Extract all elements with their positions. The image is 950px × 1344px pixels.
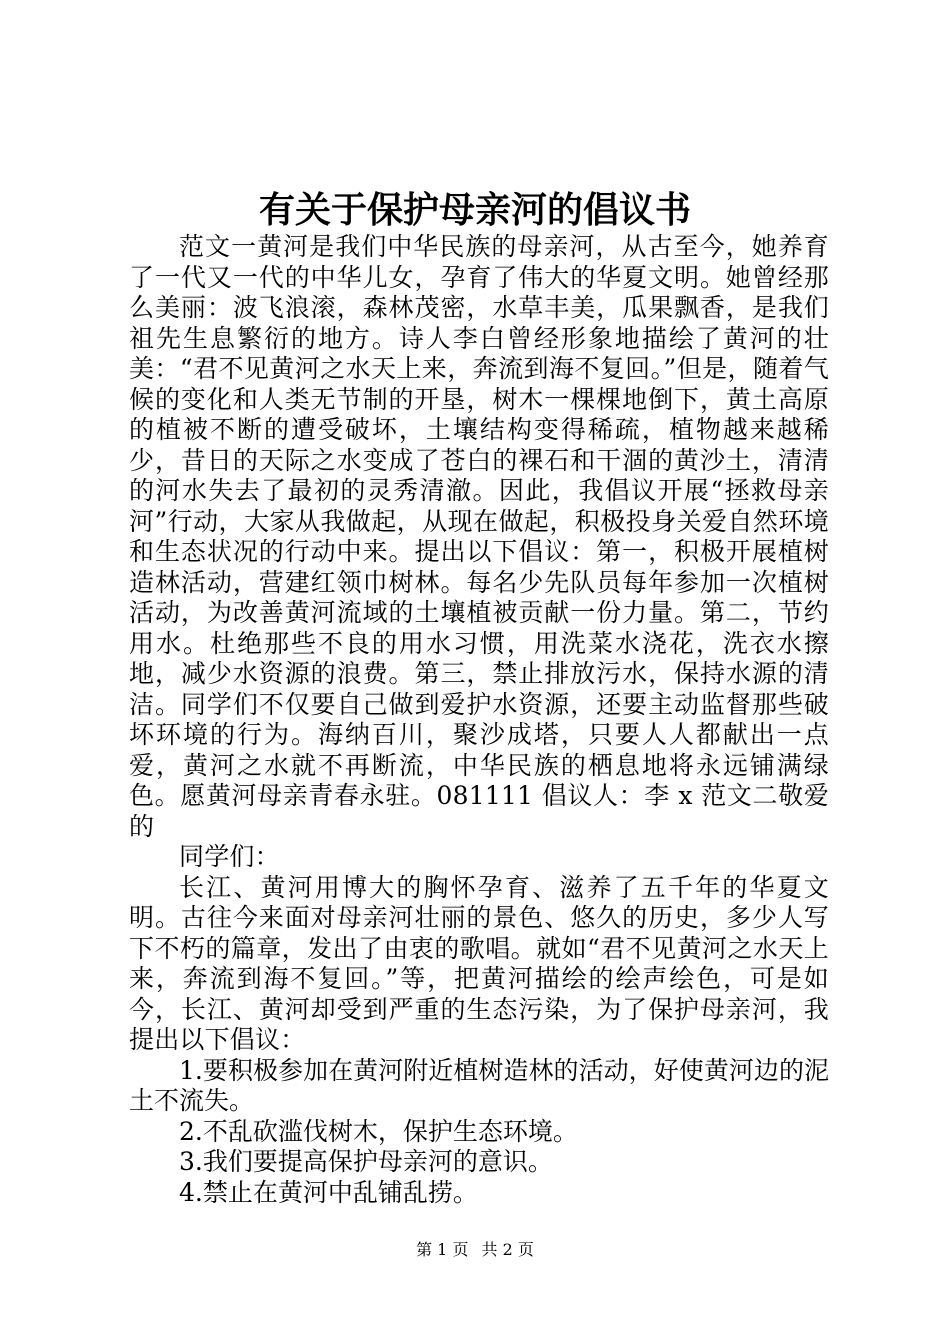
page-footer [0,1240,950,1260]
list-item-4: 4.禁止在黄河中乱铺乱捞。 [179,1177,478,1207]
paragraph-proposal: 长江、黄河用博大的胸怀孕育、滋养了五千年的华夏文明。古往今来面对母亲河壮丽的景色、悠久的历史，多少人写下不朽的篇章，发出了由衷的歌唱。就如“君不见黄河之水天上来，奔流到海不复回。”等，把黄河描绘的绘声绘色，可是如今，长江、黄河却受到严重的生态污染，为了保护母亲河，我提出以下倡议： [129,872,829,1054]
page-number: 第 1 页 [416,1240,469,1259]
paragraph-intro: 范文一黄河是我们中华民族的母亲河，从古至今，她养育了一代又一代的中华儿女，孕育了伟大的华夏文明。她曾经那么美丽：波飞浪滚，森林茂密，水草丰美，瓜果飘香，是我们祖先生息繁衍的地方。诗人李白曾经形象地描绘了黄河的壮美：“君不见黄河之水天上来，奔流到海不复回。”但是，随着气候的变化和人类无节制的开垦，树木一棵棵地倒下，黄土高原的植被不断的遭受破坏，土壤结构变得稀疏，植物越来越稀少，昔日的天际之水变成了苍白的裸石和干涸的黄沙土，清清的河水失去了最初的灵秀清澈。因此，我倡议开展“拯救母亲河”行动，大家从我做起，从现在做起，积极投身关爱自然环境和生态状况的行动中来。提出以下倡议：第一，积极开展植树造林活动，营建红领巾树林。每名少先队员每年参加一次植树活动，为改善黄河流域的土壤植被贡献一份力量。第二，节约用水。杜绝那些不良的用水习惯，用洗菜水浇花，洗衣水擦地，减少水资源的浪费。第三，禁止排放污水，保持水源的清洁。同学们不仅要自己做到爱护水资源，还要主动监督那些破坏环境的行为。海纳百川，聚沙成塔，只要人人都献出一点爱，黄河之水就不再断流，中华民族的栖息地将永远铺满绿色。愿黄河母亲青春永驻。081111 倡议人：李 x 范文二敬爱的 [129,232,829,841]
paragraph-salutation: 同学们： [179,842,280,871]
list-item-2: 2.不乱砍滥伐树木，保护生态环境。 [179,1116,578,1146]
page-total: 共 2 页 [481,1240,534,1259]
document-title: 有关于保护母亲河的倡议书 [258,189,691,231]
list-item-1: 1.要积极参加在黄河附近植树造林的活动，好使黄河边的泥土不流失。 [129,1055,829,1115]
document-body [129,232,829,1208]
list-item-3: 3.我们要提高保护母亲河的意识。 [179,1147,553,1176]
